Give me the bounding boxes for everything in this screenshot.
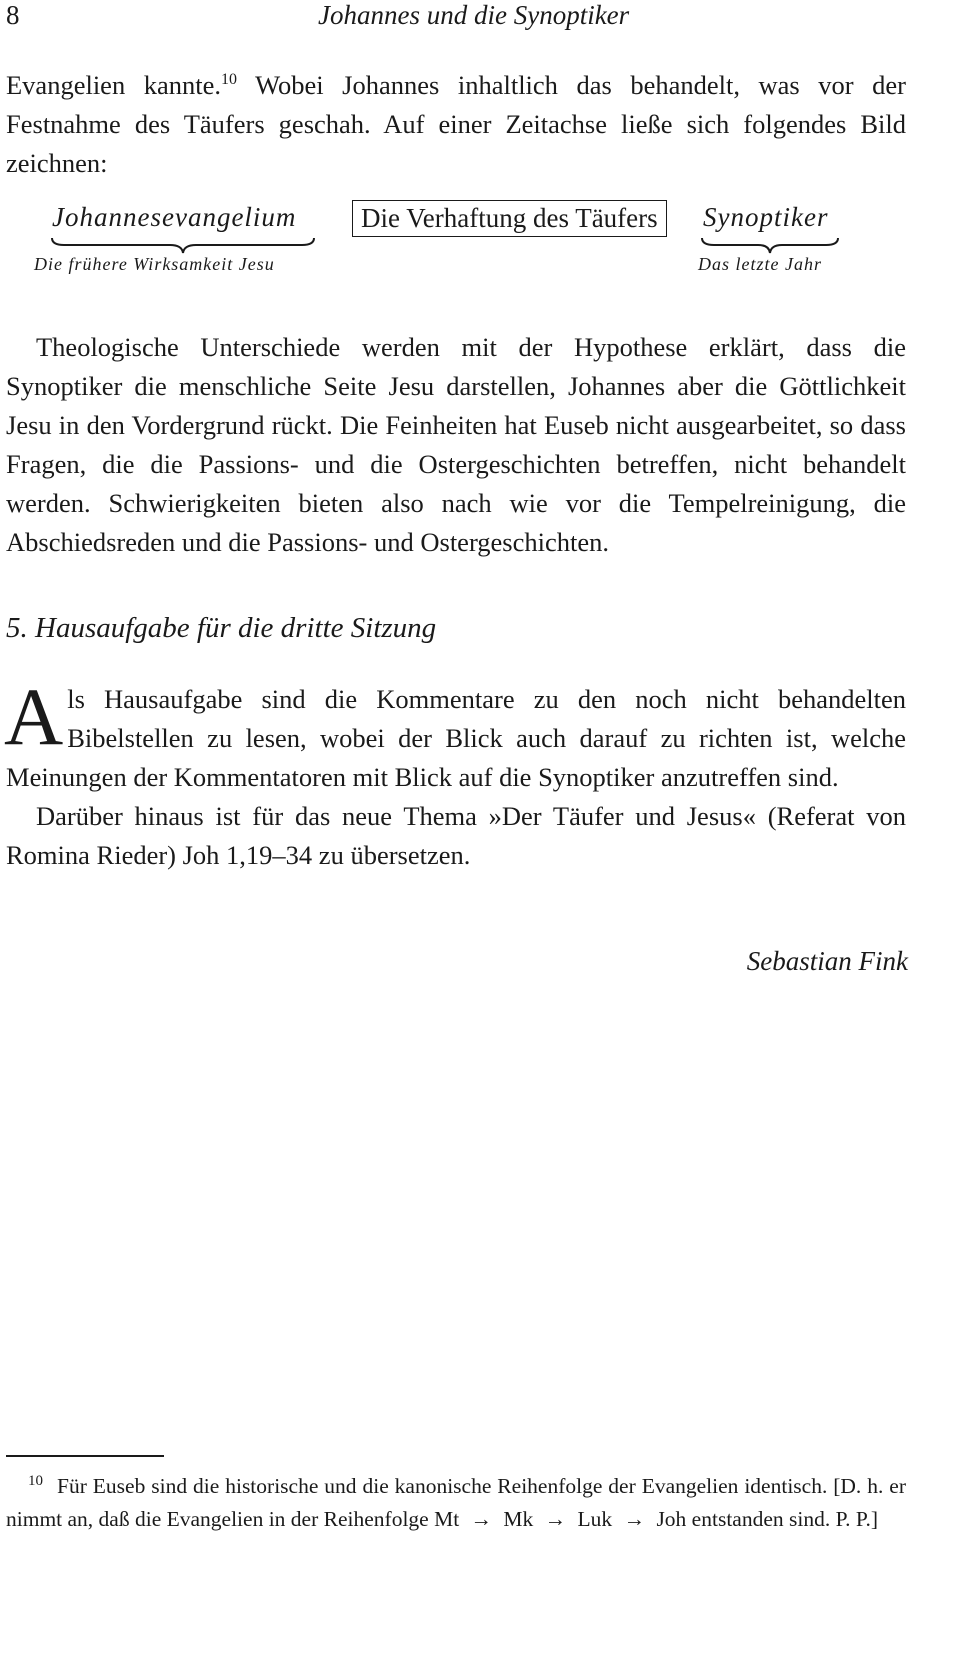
footnote-luk: Luk [577,1507,613,1531]
timeline-right-sub: Das letzte Jahr [698,254,822,274]
arrow-icon: → [623,1507,646,1531]
body-paragraph [6,328,906,562]
footnote-mk: Mk [503,1507,534,1531]
signature: Sebastian Fink [746,946,908,976]
section-para1: ls Hausaufgabe sind die Kommentare zu den noch nicht behandelten Bibelstellen zu lesen, wobei der Blick auch darauf zu richten ist, welche Meinungen der Kommentatoren mit Blick auf die Synoptiker anzutreffen sind. [6,684,906,792]
intro-text-2: Wobei Johannes inhaltlich das behandelt, was vor der Festnahme des Täufers geschah. Auf einer Zeitachse ließe sich folgendes Bild zeichnen: [6,70,906,178]
section-heading: 5. Hausaufgabe für die dritte Sitzung [6,612,437,644]
timeline-left-label: Johannesevangelium [52,202,297,232]
footnote-ref[interactable]: 10 [221,71,238,89]
intro-text-1: Evangelien kannte. [6,70,222,100]
timeline-center-label: Die Verhaftung des Täufers [352,200,667,237]
body-text: Theologische Unterschiede werden mit der Hypothese erklärt, dass die Synoptiker die menschliche Seite Jesu darstellen, Johannes aber die Göttlichkeit Jesu in den Vordergrund rückt. Die Feinheiten hat Euseb nicht ausgearbeitet, so dass Fragen, die die Passions- und die Ostergeschichten betreffen, nicht behandelt werden. Schwierigkeiten bieten also nach wie vor die Tempelreinigung, die Abschiedsreden und die Passions- und Ostergeschichten. [6,332,906,557]
section-body [4,671,906,875]
right-underbrace [700,236,840,256]
footnote-rule [6,1455,164,1457]
timeline-right-label: Synoptiker [703,202,829,232]
intro-paragraph [6,66,906,183]
footnote [6,1470,906,1536]
page-number: 8 [6,0,20,30]
left-underbrace [50,236,316,256]
footnote-text-1: Für Euseb sind die historische und die kanonische Reihenfolge der Evangelien identisch. [D. h. er nimmt an, daß die Evangelien in der Reihenfolge Mt [6,1474,906,1531]
footnote-text-2: Joh entstanden sind. P. P.] [656,1507,879,1531]
timeline-diagram [0,190,960,300]
timeline-left-sub: Die frühere Wirksamkeit Jesu [34,254,275,274]
dropcap: A [4,671,64,762]
arrow-icon: → [544,1507,567,1531]
section-para2: Darüber hinaus ist für das neue Thema »Der Täufer und Jesus« (Referat von Romina Rieder) Joh 1,19–34 zu übersetzen. [6,801,906,870]
arrow-icon: → [470,1507,493,1531]
running-title: Johannes und die Synoptiker [318,0,630,30]
footnote-number: 10 [28,1472,43,1489]
